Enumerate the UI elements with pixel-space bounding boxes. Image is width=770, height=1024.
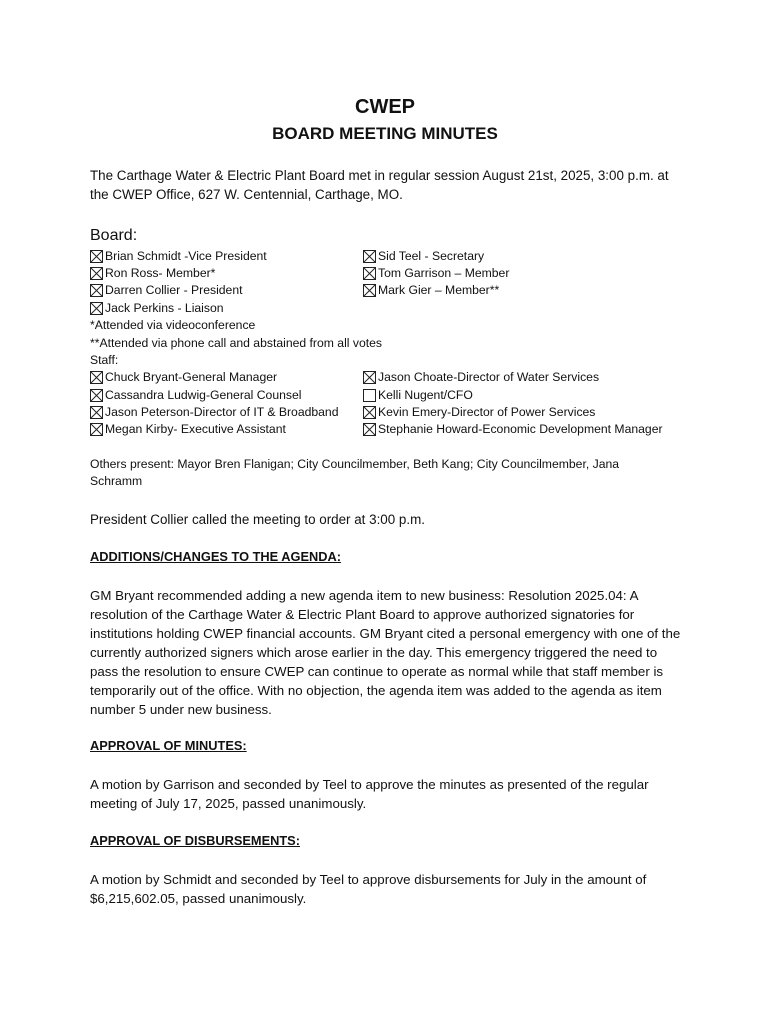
checkbox-checked-icon [90,250,103,263]
attendance-note-video: *Attended via videoconference [90,318,256,332]
staff-member-name: Chuck Bryant-General Manager [105,370,278,384]
staff-member-name: Cassandra Ludwig-General Counsel [105,388,302,402]
checkbox-checked-icon [363,406,376,419]
board-member-name: Darren Collier - President [105,283,243,297]
section-body-minutes: A motion by Garrison and seconded by Teel to approve the minutes as presented of the regular meeting of July 17, 2025, passed unanimously. [90,777,649,811]
staff-member-name: Kelli Nugent/CFO [378,388,473,402]
staff-member-name: Megan Kirby- Executive Assistant [105,422,286,436]
section-body-disbursements: A motion by Schmidt and seconded by Teel to approve disbursements for July in the amount of $6,215,602.05, passed unanimously. [90,872,647,906]
staff-member-row [90,387,301,404]
staff-member-name: Jason Peterson-Director of IT & Broadband [105,405,339,419]
staff-member-row [363,387,473,404]
board-member-name: Sid Teel - Secretary [378,249,485,263]
board-member-row [90,300,224,317]
checkbox-checked-icon [90,284,103,297]
checkbox-empty-icon [363,389,376,402]
board-member-name: Brian Schmidt -Vice President [105,249,267,263]
staff-member-row [363,369,599,386]
staff-member-name: Jason Choate-Director of Water Services [378,370,600,384]
attendance-note-phone: **Attended via phone call and abstained from all votes [90,336,383,350]
staff-member-name: Stephanie Howard-Economic Development Manager [378,422,663,436]
checkbox-checked-icon [90,302,103,315]
board-member-row [90,265,215,282]
checkbox-checked-icon [90,267,103,280]
board-member-row [363,248,484,265]
others-present: Others present: Mayor Bren Flanigan; City Councilmember, Beth Kang; City Councilmember, Jana Schramm [90,457,620,489]
board-member-name: Jack Perkins - Liaison [105,301,224,315]
staff-member-row [90,404,339,421]
intro-paragraph: The Carthage Water & Electric Plant Board met in regular session August 21st, 2025, 3:00 p.m. at the CWEP Office, 627 W. Centennial, Carthage, MO. [90,168,669,202]
checkbox-checked-icon [90,389,103,402]
checkbox-checked-icon [90,406,103,419]
staff-member-row [90,369,277,386]
board-member-row [363,282,499,299]
board-member-name: Mark Gier – Member** [378,283,500,297]
board-heading: Board: [90,227,138,244]
staff-member-name: Kevin Emery-Director of Power Services [378,405,596,419]
board-member-name: Ron Ross- Member* [105,266,216,280]
checkbox-checked-icon [90,371,103,384]
staff-heading: Staff: [90,353,119,367]
section-body-additions: GM Bryant recommended adding a new agenda item to new business: Resolution 2025.04: A resolution of the Carthage Water & Electric Plant Board to approve authorized signatories for institutions holding CWEP financial accounts. GM Bryant cited a personal emergency with one of the currently authorized signers which arose earlier in the day. This emergency triggered the need to pass the resolution to ensure CWEP can continue to operate as normal while that staff member is temporarily out of the office. With no objection, the agenda item was added to the agenda as item number 5 under new business. [90,588,681,717]
board-member-name: Tom Garrison – Member [378,266,510,280]
staff-member-row [363,404,595,421]
staff-member-row [90,421,286,438]
checkbox-checked-icon [363,250,376,263]
call-to-order: President Collier called the meeting to order at 3:00 p.m. [90,512,425,527]
staff-member-row [363,421,663,438]
section-heading-minutes: APPROVAL OF MINUTES: [90,738,247,753]
checkbox-checked-icon [363,267,376,280]
checkbox-checked-icon [363,371,376,384]
org-title: CWEP [355,96,415,118]
checkbox-checked-icon [90,423,103,436]
section-heading-disbursements: APPROVAL OF DISBURSEMENTS: [90,833,300,848]
checkbox-checked-icon [363,423,376,436]
board-member-row [363,265,509,282]
board-member-row [90,248,267,265]
section-heading-additions: ADDITIONS/CHANGES TO THE AGENDA: [90,549,341,564]
checkbox-checked-icon [363,284,376,297]
document-title: BOARD MEETING MINUTES [272,124,498,143]
board-member-row [90,282,243,299]
